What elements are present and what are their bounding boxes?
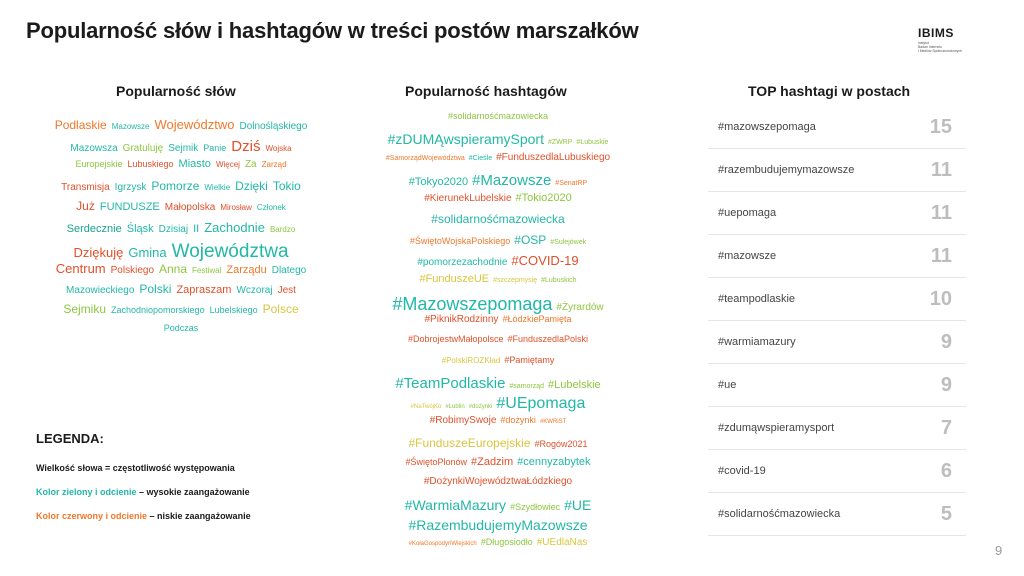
top-hashtag-name: #zdumąwspieramysport <box>718 422 835 434</box>
cloud-hashtag: #COVID-19 <box>511 253 579 269</box>
cloud-line <box>28 221 334 242</box>
cloud-hashtag: #samorząd <box>509 382 545 390</box>
cloud-word: Członek <box>256 203 286 213</box>
cloud-hashtag: #RobimySwoje <box>429 415 497 427</box>
cloud-line <box>352 153 644 173</box>
cloud-word: Dzisiaj <box>158 223 189 235</box>
cloud-line <box>352 315 644 335</box>
top-hashtag-row <box>708 149 966 192</box>
cloud-line <box>352 538 644 558</box>
cloud-word: Gmina <box>128 244 167 260</box>
cloud-hashtag: #Rogów2021 <box>534 438 588 449</box>
cloud-line <box>28 283 334 304</box>
cloud-word: Polsce <box>262 302 299 317</box>
top-hashtag-name: #uepomaga <box>718 207 777 219</box>
cloud-hashtag: #Żyrardów <box>556 301 604 313</box>
top-hashtag-row <box>708 192 966 235</box>
cloud-line <box>352 132 644 152</box>
cloud-hashtag: #UE <box>564 496 592 513</box>
cloud-line <box>352 477 644 497</box>
top-hashtag-count: 10 <box>929 287 952 310</box>
cloud-line <box>352 416 644 436</box>
slide-title: Popularność słów i hashtagów w treści postów marszałków <box>26 18 639 43</box>
cloud-line <box>28 118 334 139</box>
top-hashtag-row <box>708 407 966 450</box>
cloud-word: Śląsk <box>126 222 154 235</box>
cloud-word: Małopolska <box>164 202 216 214</box>
top-hashtag-row <box>708 106 966 149</box>
cloud-hashtag: #Sulejówek <box>550 238 587 246</box>
top-hashtag-count: 11 <box>930 244 952 267</box>
top-hashtag-name: #ue <box>718 379 737 391</box>
top-hashtag-name: #covid-19 <box>718 465 766 477</box>
cloud-line <box>352 213 644 233</box>
legend-item-text: Wielkość słowa = częstotliwość występowania <box>36 463 235 473</box>
cloud-word: Mirosław <box>220 203 252 213</box>
top-hashtag-row <box>708 450 966 493</box>
cloud-line <box>28 200 334 221</box>
top-hashtag-count: 11 <box>930 201 952 224</box>
cloud-word: Zarząd <box>261 160 287 170</box>
cloud-hashtag: #TeamPodlaskie <box>395 374 506 392</box>
legend-item-text: – wysokie zaangażowanie <box>136 487 250 497</box>
cloud-hashtag: #pomorzezachodnie <box>417 257 508 269</box>
cloud-hashtag: #ŚwiętoWojskaPolskiego <box>409 235 511 246</box>
cloud-word: Europejskie <box>75 159 123 170</box>
page-number: 9 <box>995 543 1003 558</box>
cloud-line <box>352 112 644 132</box>
top-hashtag-count: 15 <box>929 115 952 138</box>
cloud-word: Dlatego <box>271 265 307 277</box>
cloud-word: Mazowieckiego <box>66 284 135 296</box>
cloud-hashtag: #dożynki <box>500 415 536 426</box>
cloud-word: Transmisja <box>61 181 110 193</box>
cloud-word: Zapraszam <box>176 283 232 296</box>
cloud-word: Podlaskie <box>54 118 107 132</box>
cloud-hashtag: #Cieśle <box>468 154 493 162</box>
cloud-word: Województwo <box>154 117 235 132</box>
cloud-line <box>352 457 644 477</box>
cloud-hashtag: #dożynki <box>468 404 493 411</box>
cloud-hashtag: #DożynkiWojewództwaŁódzkiego <box>423 476 573 488</box>
cloud-word: Za <box>244 159 257 171</box>
cloud-hashtag: #WarmiaMazury <box>404 496 507 513</box>
cloud-word: Festiwal <box>192 266 222 276</box>
top-hashtags-list <box>708 106 966 536</box>
cloud-word: Serdecznie <box>66 222 122 235</box>
cloud-line <box>352 193 644 213</box>
cloud-hashtag: #Tokio2020 <box>515 192 572 205</box>
cloud-line <box>28 242 334 263</box>
cloud-hashtag: #RazembudujemyMazowsze <box>408 516 588 533</box>
cloud-hashtag: #PiknikRodzinny <box>424 313 499 325</box>
cloud-hashtag: #Lubuskich <box>541 277 577 285</box>
ibims-logo <box>918 26 998 53</box>
top-hashtag-row <box>708 278 966 321</box>
top-hashtag-name: #mazowsze <box>718 250 777 262</box>
hashtags-heading: Popularność hashtagów <box>405 83 567 99</box>
top-hashtag-row <box>708 235 966 278</box>
cloud-hashtag: #solidarnośćmazowiecka <box>431 212 565 227</box>
cloud-line <box>352 376 644 396</box>
cloud-line <box>352 356 644 376</box>
cloud-line <box>28 324 334 345</box>
cloud-hashtag: #Lubuskie <box>576 139 609 147</box>
cloud-hashtag: #Mazowszepomaga <box>392 293 553 314</box>
cloud-word: Centrum <box>55 261 106 277</box>
cloud-word: Dziś <box>231 137 261 155</box>
cloud-word: Dziękuję <box>73 244 124 260</box>
cloud-line <box>352 335 644 355</box>
cloud-word: Wojska <box>265 143 292 153</box>
cloud-line <box>28 262 334 283</box>
top-hashtag-row <box>708 493 966 536</box>
top-hashtag-row <box>708 321 966 364</box>
cloud-line <box>352 437 644 457</box>
cloud-word: Dzięki <box>235 178 268 193</box>
cloud-hashtag: #OSP <box>514 232 547 247</box>
logo-subtitle-line: Badań Internetu <box>918 45 943 49</box>
cloud-word: Zachodniopomorskiego <box>111 305 205 316</box>
cloud-hashtag: #Mazowsze <box>472 171 552 189</box>
cloud-word: Podczas <box>163 322 199 333</box>
cloud-word: Tokio <box>272 178 301 193</box>
cloud-hashtag: #UEpomaga <box>496 395 586 413</box>
logo-subtitle-line: i Mediów Społecznościowych <box>918 49 962 53</box>
logo-mark: IBIMS <box>918 26 954 40</box>
legend-item-size <box>36 463 336 473</box>
top-hashtag-name: #teampodlaskie <box>718 293 796 305</box>
cloud-word: Jest <box>277 284 296 296</box>
cloud-word: Lubelskiego <box>209 305 258 316</box>
cloud-hashtag: #NaTwójKo <box>410 404 442 411</box>
cloud-line <box>352 274 644 294</box>
cloud-line <box>352 396 644 416</box>
cloud-hashtag: #Lublin <box>445 404 465 411</box>
cloud-hashtag: #Szydłowiec <box>510 501 561 512</box>
cloud-hashtag: #FunduszedlaLubuskiego <box>496 151 611 163</box>
cloud-hashtag: #Lubelskie <box>548 378 601 391</box>
cloud-word: Sejmik <box>168 142 199 154</box>
cloud-line <box>352 498 644 518</box>
cloud-line <box>28 180 334 201</box>
cloud-word: Anna <box>159 262 188 277</box>
words-heading: Popularność słów <box>116 83 236 99</box>
cloud-line <box>352 518 644 538</box>
cloud-word: Mazowsze <box>111 122 150 131</box>
top-hashtag-row <box>708 364 966 407</box>
word-cloud <box>28 118 334 345</box>
cloud-word: Pomorze <box>151 178 200 193</box>
logo-subtitle <box>918 41 998 53</box>
cloud-hashtag: #solidarnośćmazowiecka <box>447 111 549 121</box>
cloud-line <box>28 303 334 324</box>
legend-item-highlight: Kolor zielony i odcienie <box>36 487 137 497</box>
cloud-line <box>28 159 334 180</box>
cloud-hashtag: #ŁódzkiePamięta <box>502 313 572 324</box>
cloud-hashtag: #FunduszeEuropejskie <box>408 435 531 450</box>
hashtag-cloud <box>352 112 644 559</box>
cloud-word: Bardzo <box>269 224 296 234</box>
cloud-hashtag: #ŚwiętoPlonów <box>405 457 467 468</box>
top-hashtag-count: 6 <box>940 459 952 482</box>
cloud-word: Województwa <box>171 240 289 262</box>
cloud-hashtag: #KierunekLubelskie <box>424 193 512 205</box>
cloud-hashtag: #KołaGospodyńWiejskich <box>408 541 477 548</box>
top-hashtag-name: #razembudujemymazowsze <box>718 164 855 176</box>
cloud-word: Panie <box>203 142 227 153</box>
cloud-hashtag: #szczepmysię <box>493 277 538 285</box>
cloud-word: Gratuluję <box>122 142 164 154</box>
cloud-hashtag: #ZWRP <box>547 139 573 147</box>
legend-title: LEGENDA: <box>36 431 104 446</box>
cloud-hashtag: #Tokyo2020 <box>408 175 469 188</box>
cloud-hashtag: #SenatRP <box>555 179 588 187</box>
top-hashtag-name: #mazowszepomaga <box>718 121 816 133</box>
cloud-hashtag: #FunduszeUE <box>419 273 490 286</box>
logo-subtitle-line: Instytut <box>918 41 929 45</box>
legend-item-highlight: Kolor czerwony i odcienie <box>36 511 148 521</box>
cloud-word: Miasto <box>178 158 211 171</box>
top-hashtag-count: 11 <box>930 158 952 181</box>
cloud-hashtag: #Zadzim <box>470 456 514 469</box>
cloud-line <box>352 254 644 274</box>
legend <box>36 431 336 535</box>
cloud-hashtag: #DobrojestwMałopolsce <box>407 334 504 345</box>
cloud-line <box>352 234 644 254</box>
cloud-hashtag: #Długosiodło <box>480 537 533 548</box>
cloud-word: Więcej <box>215 160 240 170</box>
top-hashtag-count: 9 <box>940 330 952 353</box>
cloud-line <box>352 295 644 315</box>
cloud-line <box>28 139 334 160</box>
cloud-word: Wielkie <box>204 182 231 192</box>
cloud-hashtag: #cennyzabytek <box>517 456 591 469</box>
cloud-hashtag: #PolskiROZKład <box>441 355 501 365</box>
cloud-hashtag: #Pamiętamy <box>504 354 555 365</box>
top-hashtags-heading: TOP hashtagi w postach <box>748 83 911 99</box>
cloud-word: Już <box>76 199 95 214</box>
cloud-hashtag: #KWRiST <box>539 419 567 426</box>
legend-item-text: – niskie zaangażowanie <box>147 511 251 521</box>
cloud-word: FUNDUSZE <box>99 201 160 214</box>
cloud-word: Wczoraj <box>236 284 273 296</box>
cloud-word: Dolnośląskiego <box>239 121 308 132</box>
cloud-word: Polskiego <box>110 265 154 277</box>
top-hashtag-count: 5 <box>940 502 952 525</box>
top-hashtag-name: #warmiamazury <box>718 336 796 348</box>
legend-item-green <box>36 487 336 497</box>
cloud-word: Polski <box>139 281 172 296</box>
cloud-word: Lubuskiego <box>127 159 174 170</box>
cloud-word: Igrzysk <box>114 181 147 193</box>
cloud-word: Mazowsza <box>70 142 118 154</box>
cloud-word: II <box>193 222 200 235</box>
cloud-line <box>352 173 644 193</box>
cloud-hashtag: #UEdlaNas <box>536 537 588 549</box>
cloud-hashtag: #FunduszedlaPolski <box>507 334 589 345</box>
top-hashtag-count: 9 <box>940 373 952 396</box>
cloud-hashtag: #SamorządWojewództwa <box>385 154 465 162</box>
cloud-word: Zachodnie <box>204 219 265 235</box>
legend-item-red <box>36 511 336 521</box>
cloud-hashtag: #zDUMĄwspieramySport <box>387 131 544 148</box>
top-hashtag-count: 7 <box>940 416 952 439</box>
top-hashtag-name: #solidarnośćmazowiecka <box>718 508 841 520</box>
cloud-word: Zarządu <box>226 264 267 277</box>
cloud-word: Sejmiku <box>63 302 107 317</box>
